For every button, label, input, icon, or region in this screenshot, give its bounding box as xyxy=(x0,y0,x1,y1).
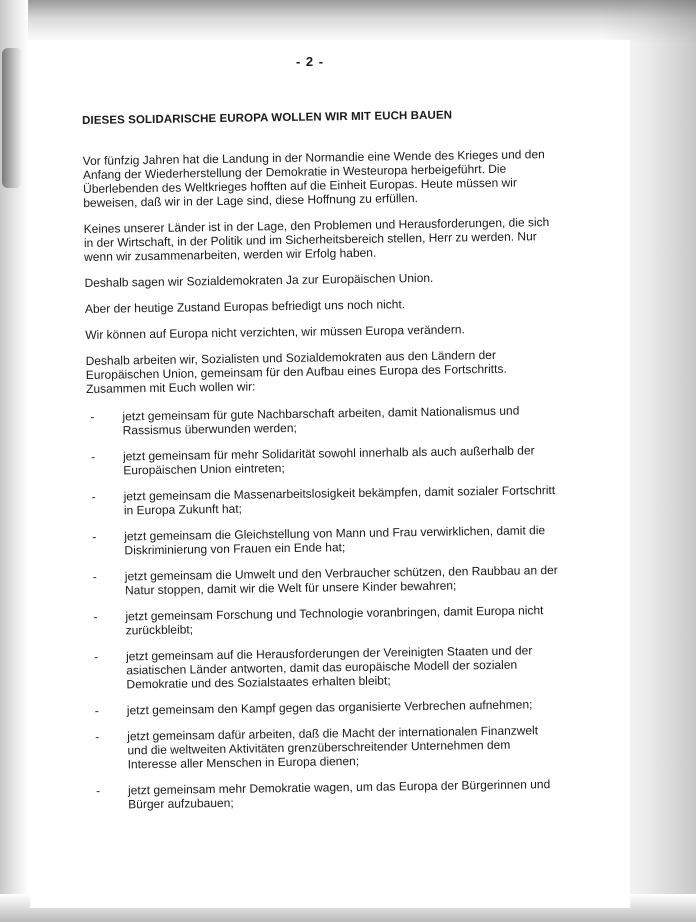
list-bullet: - xyxy=(92,529,97,544)
list-item xyxy=(88,483,558,518)
list-item-text: jetzt gemeinsam mehr Demokratie wagen, um das Europa der Bürgerinnen und Bürger aufzubauen; xyxy=(127,777,551,812)
paragraph: Deshalb sagen wir Sozialdemokraten Ja zur Europäischen Union. xyxy=(84,270,434,290)
paragraph: Vor fünfzig Jahren hat die Landung in der Normandie eine Wende des Krieges und den Anfang der Wiederherstellung der Demokratie in Westeuropa herbeigeführt. Die Überlebenden des Weltkrieges hofften auf die Einheit Europas. Heute müssen wir beweisen, daß wir in der Lage sind, diese Hoffnung zu erfüllen. xyxy=(82,147,545,210)
list-item xyxy=(87,443,557,478)
list-item-text: jetzt gemeinsam die Gleichstellung von Mann und Frau verwirklichen, damit die Diskriminierung von Frauen ein Ende hat; xyxy=(124,523,546,558)
demands-list xyxy=(86,403,562,812)
list-item xyxy=(88,523,558,558)
paragraph: Wir können auf Europa nicht verzichten, wir müssen Europa verändern. xyxy=(85,322,465,342)
list-item-text: jetzt gemeinsam für mehr Solidarität sowohl innerhalb als auch außerhalb der Europäischen Union eintreten; xyxy=(122,443,535,478)
scan-edge-top xyxy=(0,0,696,44)
list-bullet: - xyxy=(93,649,99,664)
document-body xyxy=(82,107,562,824)
scan-shadow-left xyxy=(2,48,22,188)
paragraph: Aber der heutige Zustand Europas befriedigt uns noch nicht. xyxy=(84,297,406,316)
list-item xyxy=(90,643,561,692)
list-bullet: - xyxy=(90,409,95,424)
paragraph: Deshalb arbeiten wir, Sozialisten und Sozialdemokraten aus den Ländern der Europäischen Union, gemeinsam für den Aufbau eines Europa des Fortschritts. Zusammen mit Euch wollen wir: xyxy=(85,347,507,396)
list-item-text: jetzt gemeinsam die Umwelt und den Verbraucher schützen, den Raubbau an der Natur stoppen, damit wir die Welt für unsere Kinder bewahren; xyxy=(124,562,558,598)
list-item xyxy=(89,563,559,598)
list-item xyxy=(91,697,561,718)
list-bullet: - xyxy=(95,783,101,798)
list-item xyxy=(86,403,556,438)
paragraph: Keines unserer Länder ist in der Lage, den Problemen und Herausforderungen, die sich in der Wirtschaft, in der Politik und im Sicherheitsbereich stellen, Herr zu werden. Nur wenn wir zusammenarbeiten, werden wir Erfolg haben. xyxy=(83,215,550,264)
document-page xyxy=(30,40,630,908)
list-item xyxy=(92,777,562,812)
list-bullet: - xyxy=(94,703,99,718)
list-bullet: - xyxy=(92,569,97,584)
list-item-text: jetzt gemeinsam auf die Herausforderungen der Vereinigten Staaten und der asiatischen Länder antworten, damit das europäische Modell der sozialen Demokratie und des Sozialstaates erhalten bleibt; xyxy=(125,643,533,692)
list-item xyxy=(91,723,562,772)
list-item-text: jetzt gemeinsam Forschung und Technologie voranbringen, damit Europa nicht zurückbleibt; xyxy=(125,603,544,638)
document-heading: DIESES SOLIDARISCHE EUROPA WOLLEN WIR MIT EUCH BAUEN xyxy=(82,109,453,127)
list-item-text: jetzt gemeinsam die Massenarbeitslosigkeit bekämpfen, damit sozialer Fortschritt in Europa Zukunft hat; xyxy=(123,483,556,518)
list-item-text: jetzt gemeinsam den Kampf gegen das organisierte Verbrechen aufnehmen; xyxy=(126,697,533,718)
list-item xyxy=(89,603,559,638)
list-item-text: jetzt gemeinsam für gute Nachbarschaft arbeiten, damit Nationalismus und Rassismus überwunden werden; xyxy=(122,403,520,438)
list-item-text: jetzt gemeinsam dafür arbeiten, daß die Macht der internationalen Finanzwelt und die weltweiten Aktivitäten grenzüberschreitender Unternehmen dem Interesse aller Menschen in Europa dienen; xyxy=(127,723,539,772)
list-bullet: - xyxy=(95,729,100,744)
page-number: - 2 - xyxy=(295,54,325,69)
list-bullet: - xyxy=(90,449,96,464)
list-bullet: - xyxy=(93,609,98,624)
list-bullet: - xyxy=(91,489,96,504)
